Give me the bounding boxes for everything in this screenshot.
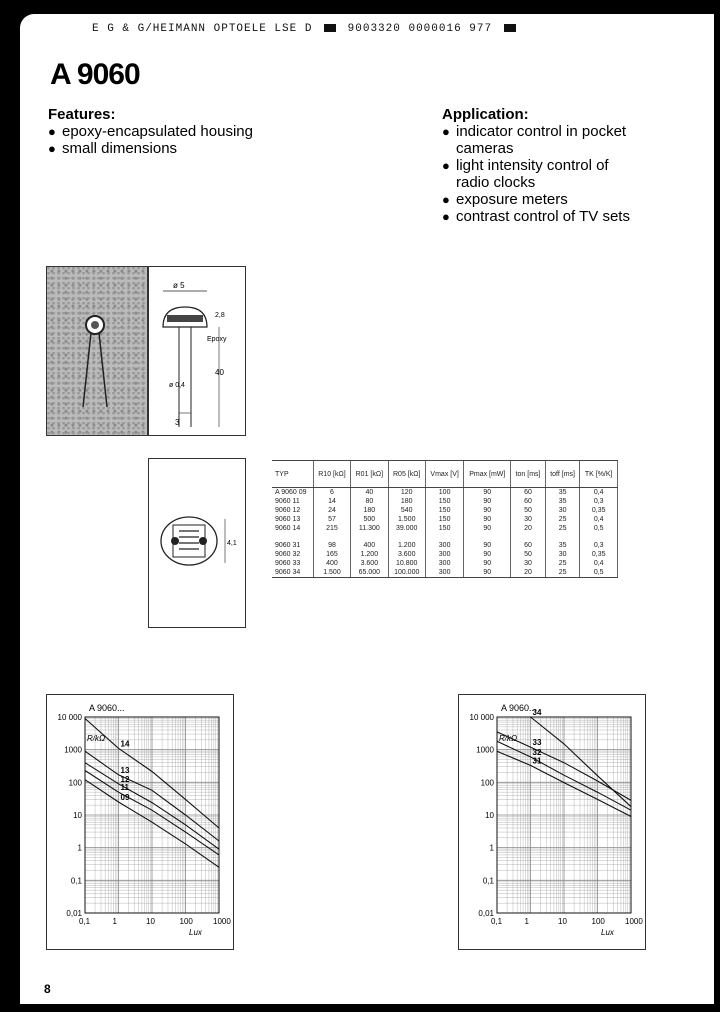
spacer-cell	[545, 533, 580, 541]
type-table-container	[272, 460, 618, 578]
series-label: 13	[120, 765, 130, 775]
product-photo	[46, 266, 148, 436]
table-row	[272, 550, 618, 559]
table-cell: 0,4	[580, 515, 618, 524]
table-cell: 65.000	[351, 568, 388, 577]
table-cell: 80	[351, 497, 388, 506]
series-label: 34	[532, 708, 542, 717]
dim-material: Epoxy	[207, 336, 227, 343]
table-cell: 50	[511, 506, 546, 515]
y-tick-label: 10 000	[469, 713, 494, 722]
spacer-cell	[388, 533, 425, 541]
y-tick-label: 1	[489, 843, 494, 853]
table-cell: 150	[425, 497, 463, 506]
col-header: R01 [kΩ]	[351, 461, 388, 488]
x-tick-label: 0,1	[79, 917, 91, 926]
y-tick-label: 1000	[64, 745, 82, 755]
table-row	[272, 515, 618, 524]
table-cell: 6	[313, 488, 350, 498]
col-header: TYP	[272, 461, 313, 488]
table-cell: 24	[313, 506, 350, 515]
chart-right-svg	[459, 695, 645, 949]
dim-d1: 2,8	[215, 312, 225, 319]
page-number: 8	[44, 982, 51, 996]
table-cell: 3.600	[351, 559, 388, 568]
table-cell: 25	[545, 515, 580, 524]
table-cell: 25	[545, 559, 580, 568]
type-table	[272, 461, 618, 577]
y-tick-label: 0,01	[478, 909, 494, 918]
col-header: toff [ms]	[545, 461, 580, 488]
dim-length: 40	[215, 368, 224, 377]
table-cell: 90	[464, 568, 511, 577]
y-tick-label: 10	[485, 811, 494, 820]
table-cell: 9060 32	[272, 550, 313, 559]
y-axis-label: R/kΩ	[499, 734, 518, 743]
table-cell: 90	[464, 550, 511, 559]
table-cell: 9060 12	[272, 506, 313, 515]
table-cell: 90	[464, 559, 511, 568]
table-cell: 30	[511, 559, 546, 568]
header-manufacturer: E G & G/HEIMANN OPTOELE LSE D	[92, 23, 313, 35]
table-cell: 0,35	[580, 550, 618, 559]
x-tick-label: 100	[591, 917, 605, 926]
table-cell: 215	[313, 524, 350, 533]
table-cell: 120	[388, 488, 425, 498]
header-codes: 9003320 0000016 977	[347, 23, 493, 35]
y-tick-label: 1000	[476, 745, 494, 755]
series-label: 11	[120, 783, 129, 793]
table-row	[272, 497, 618, 506]
table-cell: 165	[313, 550, 350, 559]
table-cell: 50	[511, 550, 546, 559]
dim-width: 4,1	[227, 540, 237, 547]
header-block-mark	[504, 24, 516, 32]
datasheet-page	[20, 14, 714, 1004]
table-cell: 20	[511, 524, 546, 533]
table-cell: 60	[511, 488, 546, 498]
spacer-cell	[511, 533, 546, 541]
x-tick-label: 1000	[625, 917, 643, 926]
x-tick-label: 10	[558, 917, 567, 926]
spacer-cell	[464, 533, 511, 541]
chart-title: A 9060...	[89, 703, 125, 713]
table-cell: 0,3	[580, 541, 618, 550]
table-cell: 0,3	[580, 497, 618, 506]
table-cell: 1.500	[388, 515, 425, 524]
table-cell: 9060 14	[272, 524, 313, 533]
x-axis-label: Lux	[601, 928, 614, 937]
table-cell: 100.000	[388, 568, 425, 577]
x-tick-label: 100	[179, 917, 193, 926]
col-header: R05 [kΩ]	[388, 461, 425, 488]
table-cell: 1.200	[388, 541, 425, 550]
table-cell: 14	[313, 497, 350, 506]
y-tick-label: 0,01	[66, 909, 82, 918]
table-cell: 9060 11	[272, 497, 313, 506]
table-cell: 0,5	[580, 568, 618, 577]
table-cell: 0,4	[580, 488, 618, 498]
table-cell: 98	[313, 541, 350, 550]
document-header	[92, 23, 520, 35]
dim-diameter: ø 5	[173, 281, 185, 290]
x-tick-label: 1	[112, 917, 117, 926]
table-cell: 30	[545, 550, 580, 559]
table-cell: 90	[464, 506, 511, 515]
features-heading: Features:	[48, 106, 116, 123]
chart-title: A 9060...	[501, 703, 537, 713]
grid	[497, 717, 631, 913]
x-tick-label: 0,1	[491, 917, 503, 926]
table-row	[272, 488, 618, 498]
dimension-drawing	[148, 266, 246, 436]
table-cell: 0,5	[580, 524, 618, 533]
spacer-cell	[272, 533, 313, 541]
type-table-body	[272, 488, 618, 578]
table-cell: 540	[388, 506, 425, 515]
table-cell: 9060 13	[272, 515, 313, 524]
table-cell: 1.500	[313, 568, 350, 577]
series-label: 32	[532, 747, 542, 757]
table-cell: 30	[545, 506, 580, 515]
table-cell: 90	[464, 488, 511, 498]
table-cell: 35	[545, 488, 580, 498]
table-cell: 35	[545, 497, 580, 506]
col-header: Pmax [mW]	[464, 461, 511, 488]
spacer-cell	[580, 533, 618, 541]
spacer-cell	[425, 533, 463, 541]
dim-lead: ø 0,4	[169, 382, 185, 389]
series-label: 33	[532, 738, 542, 748]
series-label: 12	[120, 774, 130, 784]
table-cell: 90	[464, 497, 511, 506]
table-cell: 57	[313, 515, 350, 524]
table-cell: 1.200	[351, 550, 388, 559]
features-list	[48, 123, 258, 157]
y-tick-label: 1	[77, 843, 82, 853]
chart-right	[458, 694, 646, 950]
application-heading: Application:	[442, 106, 529, 123]
table-row	[272, 541, 618, 550]
table-cell: 300	[425, 541, 463, 550]
features-section	[48, 106, 258, 157]
table-cell: 9060 33	[272, 559, 313, 568]
y-tick-label: 10 000	[57, 713, 82, 722]
x-tick-label: 10	[146, 917, 155, 926]
table-row	[272, 559, 618, 568]
table-cell: 150	[425, 515, 463, 524]
table-cell: 60	[511, 541, 546, 550]
table-cell: 9060 31	[272, 541, 313, 550]
table-cell: 90	[464, 541, 511, 550]
x-tick-label: 1000	[213, 917, 231, 926]
chart-left	[46, 694, 234, 950]
table-cell: 10.800	[388, 559, 425, 568]
dim-pitch: 3	[175, 418, 180, 427]
y-axis-label: R/kΩ	[87, 734, 106, 743]
table-cell: 300	[425, 550, 463, 559]
series-label: 31	[532, 756, 542, 766]
application-section	[442, 106, 642, 225]
table-cell: 400	[351, 541, 388, 550]
table-cell: 0,4	[580, 559, 618, 568]
table-cell: 300	[425, 559, 463, 568]
table-cell: 20	[511, 568, 546, 577]
spacer-cell	[351, 533, 388, 541]
col-header: Vmax [V]	[425, 461, 463, 488]
table-cell: 35	[545, 541, 580, 550]
series-label: 09	[120, 793, 130, 803]
photoresistor-image	[47, 267, 147, 435]
table-cell: 90	[464, 515, 511, 524]
x-axis-label: Lux	[189, 928, 202, 937]
table-cell: 100	[425, 488, 463, 498]
table-row	[272, 524, 618, 533]
table-cell: 180	[388, 497, 425, 506]
top-view-svg	[149, 459, 245, 627]
table-cell: 40	[351, 488, 388, 498]
list-item: ● light intensity control of radio clocks	[442, 157, 642, 191]
col-header: TK [%/K]	[580, 461, 618, 488]
table-cell: 9060 34	[272, 568, 313, 577]
header-block-mark	[324, 24, 336, 32]
table-cell: 0,35	[580, 506, 618, 515]
application-list	[442, 123, 642, 225]
list-item: ● indicator control in pocket cameras	[442, 123, 642, 157]
list-item: ● contrast control of TV sets	[442, 208, 642, 225]
table-cell: 11.300	[351, 524, 388, 533]
table-cell: A 9060 09	[272, 488, 313, 498]
spacer-cell	[313, 533, 350, 541]
list-item: ● small dimensions	[48, 140, 258, 157]
table-cell: 25	[545, 524, 580, 533]
table-cell: 25	[545, 568, 580, 577]
table-cell: 150	[425, 506, 463, 515]
table-cell: 90	[464, 524, 511, 533]
table-spacer	[272, 533, 618, 541]
table-cell: 30	[511, 515, 546, 524]
table-cell: 60	[511, 497, 546, 506]
x-tick-label: 1	[524, 917, 529, 926]
y-tick-label: 0,1	[482, 876, 494, 886]
y-tick-label: 100	[480, 778, 494, 788]
series-label: 14	[120, 739, 130, 749]
table-header-row	[272, 461, 618, 488]
table-cell: 500	[351, 515, 388, 524]
table-cell: 300	[425, 568, 463, 577]
table-cell: 400	[313, 559, 350, 568]
table-row	[272, 506, 618, 515]
list-item: ● exposure meters	[442, 191, 642, 208]
top-view-drawing	[148, 458, 246, 628]
table-row	[272, 568, 618, 577]
y-tick-label: 10	[73, 811, 82, 820]
list-item: ● epoxy-encapsulated housing	[48, 123, 258, 140]
table-cell: 39.000	[388, 524, 425, 533]
col-header: ton [ms]	[511, 461, 546, 488]
table-cell: 180	[351, 506, 388, 515]
page-title: A 9060	[50, 58, 140, 91]
table-cell: 3.600	[388, 550, 425, 559]
chart-left-svg	[47, 695, 233, 949]
col-header: R10 [kΩ]	[313, 461, 350, 488]
table-cell: 150	[425, 524, 463, 533]
y-tick-label: 100	[68, 778, 82, 788]
y-tick-label: 0,1	[70, 876, 82, 886]
dimension-drawing-svg	[149, 267, 245, 435]
grid	[85, 717, 219, 913]
